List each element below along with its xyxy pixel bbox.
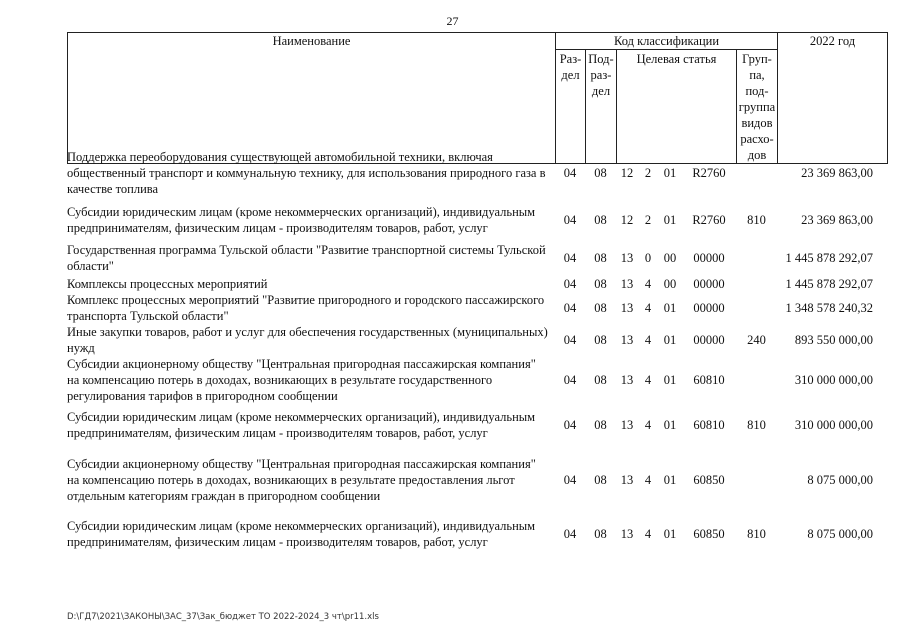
row-target-event: 01 <box>663 166 677 180</box>
row-subsection: 08 <box>594 301 607 315</box>
row-subsection: 08 <box>594 213 607 227</box>
row-target-event: 01 <box>663 333 677 347</box>
row-target-event: 01 <box>663 301 677 315</box>
row-section: 04 <box>563 527 577 541</box>
row-target-subprogram: 0 <box>644 251 652 265</box>
row-target-program: 13 <box>620 527 634 541</box>
row-target-program: 13 <box>620 418 634 432</box>
row-expense-group: 810 <box>747 527 766 541</box>
page-number: 27 <box>446 14 459 28</box>
row-section: 04 <box>563 166 577 180</box>
row-target-program: 13 <box>620 301 634 315</box>
row-expense-group <box>736 276 777 292</box>
row-subsection: 08 <box>594 251 607 265</box>
row-target-direction: 00000 <box>693 301 725 315</box>
row-amount: 1 445 878 292,07 <box>785 277 873 291</box>
row-target-direction: 00000 <box>693 251 725 265</box>
header-name: Наименование <box>68 33 556 164</box>
row-amount: 310 000 000,00 <box>794 373 873 387</box>
budget-table-body <box>67 146 887 554</box>
row-name: Иные закупки товаров, работ и услуг для обеспечения государственных (муниципальных) нужд <box>67 325 548 355</box>
row-target-event: 01 <box>663 213 677 227</box>
row-target-event: 00 <box>663 277 677 291</box>
row-subsection: 08 <box>594 277 607 291</box>
header-year: 2022 год <box>778 33 888 164</box>
row-name: Поддержка переоборудования существующей автомобильной техники, включая общественный транспорт и коммунальную технику, для использования природного газа в качестве топлива <box>67 150 546 196</box>
row-subsection: 08 <box>594 473 607 487</box>
header-classification: Код классификации <box>556 33 778 50</box>
header-section: Раз- дел <box>556 50 586 164</box>
row-expense-group: 810 <box>747 213 766 227</box>
row-target-program: 12 <box>620 213 634 227</box>
row-expense-group: 240 <box>747 333 766 347</box>
row-target-subprogram: 4 <box>644 473 652 487</box>
row-target-program: 13 <box>620 333 634 347</box>
row-section: 04 <box>563 251 577 265</box>
row-section: 04 <box>563 301 577 315</box>
row-section: 04 <box>563 213 577 227</box>
row-target-event: 01 <box>663 527 677 541</box>
row-section: 04 <box>563 277 577 291</box>
row-target-subprogram: 2 <box>644 213 652 227</box>
row-expense-group <box>736 356 777 404</box>
row-target-program: 13 <box>620 373 634 387</box>
header-target-article: Целевая статья <box>617 50 737 164</box>
table-row <box>67 356 887 404</box>
row-amount: 8 075 000,00 <box>807 473 873 487</box>
row-target-subprogram: 4 <box>644 301 652 315</box>
row-target-event: 00 <box>663 251 677 265</box>
row-target-subprogram: 2 <box>644 166 652 180</box>
table-row <box>67 324 887 356</box>
row-name: Комплекс процессных мероприятий "Развитие пригородного и городского пассажирского транспорта Тульской области" <box>67 293 545 323</box>
row-target-direction: 60850 <box>693 473 725 487</box>
row-section: 04 <box>563 473 577 487</box>
row-target-event: 01 <box>663 473 677 487</box>
row-amount: 310 000 000,00 <box>794 418 873 432</box>
row-target-subprogram: 4 <box>644 418 652 432</box>
row-amount: 893 550 000,00 <box>794 333 873 347</box>
row-target-program: 13 <box>620 251 634 265</box>
row-target-program: 13 <box>620 277 634 291</box>
row-subsection: 08 <box>594 373 607 387</box>
row-target-direction: R2760 <box>692 166 726 180</box>
row-target-direction: R2760 <box>692 213 726 227</box>
row-name: Субсидии юридическим лицам (кроме некоммерческих организаций), индивидуальным предпринимателям, физическим лицам - производителям товаров, работ, услуг <box>67 519 536 549</box>
row-target-subprogram: 4 <box>644 527 652 541</box>
row-target-program: 13 <box>620 473 634 487</box>
file-path: D:\ГД7\2021\ЗАКОНЫ\ЗАС_37\Зак_бюджет ТО 2022-2024_3 чт\pr11.xls <box>67 612 379 622</box>
row-expense-group <box>736 292 777 324</box>
row-target-subprogram: 4 <box>644 333 652 347</box>
table-row <box>67 514 887 554</box>
row-expense-group <box>736 240 777 276</box>
row-subsection: 08 <box>594 333 607 347</box>
row-name: Государственная программа Тульской области "Развитие транспортной системы Тульской области" <box>67 243 546 273</box>
row-section: 04 <box>563 418 577 432</box>
table-header <box>67 32 888 164</box>
row-subsection: 08 <box>594 166 607 180</box>
row-target-event: 01 <box>663 373 677 387</box>
row-target-event: 01 <box>663 418 677 432</box>
row-target-direction: 60810 <box>693 418 725 432</box>
row-subsection: 08 <box>594 418 607 432</box>
row-subsection: 08 <box>594 527 607 541</box>
row-expense-group: 810 <box>747 418 766 432</box>
row-target-subprogram: 4 <box>644 277 652 291</box>
row-name: Субсидии акционерному обществу "Центральная пригородная пассажирская компания" на компенсацию потерь в доходах, возникающих в результате предоставления льгот отдельным категориям граждан в пригородном сообщении <box>67 457 536 503</box>
table-row <box>67 240 887 276</box>
table-row <box>67 446 887 514</box>
row-expense-group <box>736 146 777 200</box>
row-target-direction: 60850 <box>693 527 725 541</box>
row-amount: 1 348 578 240,32 <box>785 301 873 315</box>
row-target-subprogram: 4 <box>644 373 652 387</box>
row-name: Субсидии юридическим лицам (кроме некоммерческих организаций), индивидуальным предпринимателям, физическим лицам - производителям товаров, работ, услуг <box>67 205 536 235</box>
row-name: Субсидии акционерному обществу "Центральная пригородная пассажирская компания" на компенсацию потерь в доходах, возникающих в результате государственного регулирования тарифов в пригородном сообщении <box>67 357 536 403</box>
row-target-direction: 00000 <box>693 277 725 291</box>
row-name: Субсидии юридическим лицам (кроме некоммерческих организаций), индивидуальным предпринимателям, физическим лицам - производителям товаров, работ, услуг <box>67 410 536 440</box>
row-amount: 23 369 863,00 <box>801 166 873 180</box>
header-expense-group: Груп- па, под- группа видов расхо- дов <box>737 50 778 164</box>
row-name: Комплексы процессных мероприятий <box>67 277 268 291</box>
row-target-program: 12 <box>620 166 634 180</box>
table-row <box>67 276 887 292</box>
row-section: 04 <box>563 333 577 347</box>
table-row <box>67 292 887 324</box>
header-subsection: Под- раз- дел <box>586 50 617 164</box>
row-target-direction: 00000 <box>693 333 725 347</box>
row-amount: 8 075 000,00 <box>807 527 873 541</box>
table-row <box>67 146 887 200</box>
row-section: 04 <box>563 373 577 387</box>
row-amount: 23 369 863,00 <box>801 213 873 227</box>
row-expense-group <box>736 446 777 514</box>
table-row <box>67 200 887 240</box>
table-row <box>67 404 887 446</box>
row-amount: 1 445 878 292,07 <box>785 251 873 265</box>
row-target-direction: 60810 <box>693 373 725 387</box>
